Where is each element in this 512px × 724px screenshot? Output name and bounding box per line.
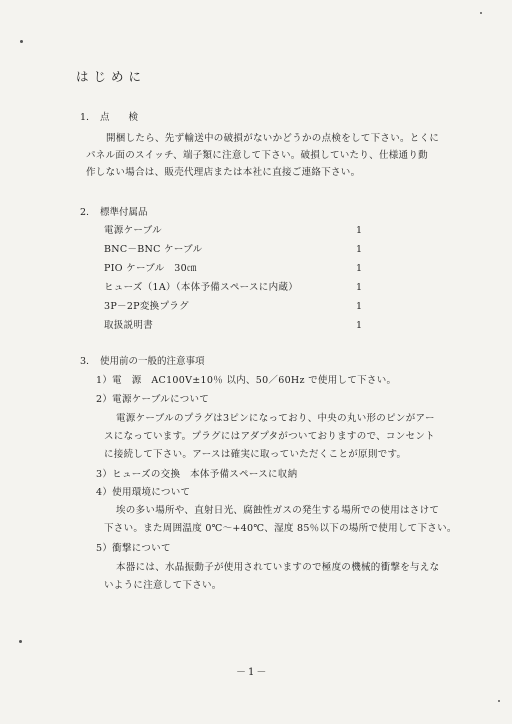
accessory-item-qty: 1 bbox=[356, 320, 363, 331]
section-1-line: 開梱したら、先ず輸送中の破損がないかどうかの点検をして下さい。とくに bbox=[106, 133, 440, 144]
accessory-item-name: 電源ケーブル bbox=[104, 225, 162, 236]
section-2-number: 2. bbox=[80, 207, 90, 218]
precaution-line: 1）電 源 AC100V±10％ 以内、50／60Hz で使用して下さい。 bbox=[96, 375, 397, 386]
precaution-line: に接続して下さい。アースは確実に取っていただくことが原則です。 bbox=[104, 449, 407, 460]
section-3-number: 3. bbox=[80, 356, 90, 367]
precaution-line: 4）使用環境について bbox=[96, 487, 191, 498]
precaution-line: 5）衝撃について bbox=[96, 543, 171, 554]
precaution-line: 3）ヒューズの交換 本体予備スペースに収納 bbox=[96, 469, 298, 480]
precaution-line: 埃の多い場所や、直射日光、腐蝕性ガスの発生する場所での使用はさけて bbox=[116, 505, 440, 516]
accessory-item-qty: 1 bbox=[356, 301, 363, 312]
precaution-line: 2）電源ケーブルについて bbox=[96, 394, 210, 405]
scan-speck bbox=[20, 40, 23, 43]
accessory-item-qty: 1 bbox=[356, 263, 363, 274]
precaution-line: 電源ケーブルのプラグは3ピンになっており、中央の丸い形のピンがアー bbox=[116, 413, 435, 424]
page-heading: はじめに bbox=[76, 69, 147, 84]
accessory-item-name: ヒューズ（1A）（本体予備スペースに内蔵） bbox=[104, 282, 299, 293]
precaution-line: スになっています。プラグにはアダプタがついておりますので、コンセント bbox=[104, 431, 435, 442]
section-1-line: パネル面のスイッチ、端子類に注意して下さい。破損していたり、仕様通り動 bbox=[86, 150, 428, 161]
page-number: －1－ bbox=[236, 667, 269, 678]
accessory-item-name: BNC－BNC ケーブル bbox=[104, 244, 203, 255]
accessory-item-qty: 1 bbox=[356, 225, 363, 236]
section-1-line: 作しない場合は、販売代理店または本社に直接ご連絡下さい。 bbox=[86, 167, 361, 178]
accessory-item-name: 取扱説明書 bbox=[104, 320, 154, 331]
precaution-line: 本器には、水晶振動子が使用されていますので極度の機械的衝撃を与えな bbox=[116, 562, 440, 573]
section-2-title: 標準付属品 bbox=[100, 207, 148, 218]
accessory-item-name: 3P－2P変換プラグ bbox=[104, 301, 189, 312]
precaution-line: いように注意して下さい。 bbox=[104, 580, 222, 591]
section-3-title: 使用前の一般的注意事項 bbox=[100, 356, 205, 367]
section-1-title: 点 検 bbox=[100, 112, 139, 123]
accessory-item-qty: 1 bbox=[356, 244, 363, 255]
accessory-item-qty: 1 bbox=[356, 282, 363, 293]
scan-speck bbox=[498, 700, 500, 702]
scan-speck bbox=[19, 640, 22, 643]
accessory-item-name: PIO ケーブル 30㎝ bbox=[104, 263, 197, 274]
section-1-number: 1. bbox=[80, 112, 90, 123]
scan-speck bbox=[480, 12, 482, 14]
precaution-line: 下さい。また周囲温度 0℃〜+40℃、湿度 85％以下の場所で使用して下さい。 bbox=[104, 523, 457, 534]
